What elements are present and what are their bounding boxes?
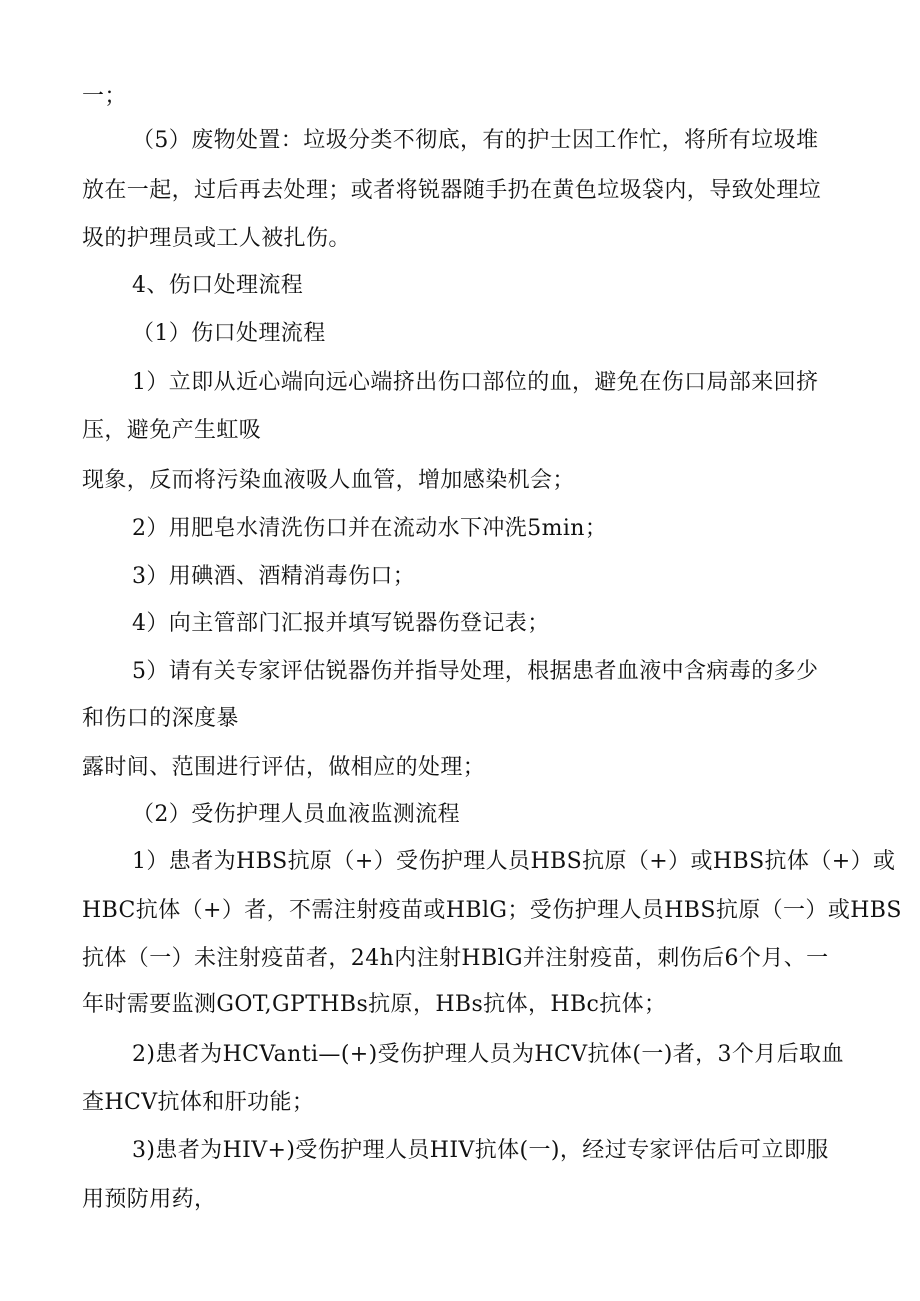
text-line: HBC抗体（+）者，不需注射疫苗或HBlG；受伤护理人员HBS抗原（一）或HBS — [82, 898, 902, 923]
text-line: 2)患者为HCVanti—(+)受伤护理人员为HCV抗体(一)者，3个月后取血 — [132, 1042, 844, 1067]
text-line: 圾的护理员或工人被扎伤。 — [82, 226, 351, 251]
section-heading: 4、伤口处理流程 — [132, 273, 304, 298]
text-line: 1）患者为HBS抗原（+）受伤护理人员HBS抗原（+）或HBS抗体（+）或 — [132, 849, 896, 874]
text-line: 年时需要监测GOT,GPTHBs抗原，HBs抗体，HBc抗体； — [82, 992, 667, 1017]
text-line: （5）废物处置：垃圾分类不彻底，有的护士因工作忙，将所有垃圾堆 — [132, 128, 819, 153]
text-line: 5）请有关专家评估锐器伤并指导处理，根据患者血液中含病毒的多少 — [132, 659, 819, 684]
text-line: 放在一起，过后再去处理；或者将锐器随手扔在黄色垃圾袋内，导致处理垃 — [82, 178, 822, 203]
text-line: 用预防用药， — [82, 1187, 217, 1212]
text-line: 3)患者为HIV+)受伤护理人员HIV抗体(一)，经过专家评估后可立即服 — [132, 1138, 829, 1163]
text-line: 现象，反而将污染血液吸人血管，增加感染机会； — [82, 468, 575, 493]
text-line: 4）向主管部门汇报并填写锐器伤登记表； — [132, 611, 550, 636]
text-line: 露时间、范围进行评估，做相应的处理； — [82, 755, 486, 780]
text-line: 2）用肥皂水清洗伤口并在流动水下冲洗5min； — [132, 516, 608, 541]
text-line: 一； — [82, 84, 127, 109]
text-line: 3）用碘酒、酒精消毒伤口； — [132, 564, 416, 589]
text-line: 1）立即从近心端向远心端挤出伤口部位的血，避免在伤口局部来回挤 — [132, 370, 819, 395]
subsection-heading: （1）伤口处理流程 — [132, 321, 326, 346]
text-line: 压，避免产生虹吸 — [82, 418, 262, 443]
subsection-heading: （2）受伤护理人员血液监测流程 — [132, 802, 460, 827]
text-line: 和伤口的深度暴 — [82, 706, 239, 731]
text-line: 查HCV抗体和肝功能； — [82, 1090, 315, 1115]
text-line: 抗体（一）未注射疫苗者，24h内注射HBlG并注射疫苗，刺伤后6个月、一 — [82, 946, 829, 971]
